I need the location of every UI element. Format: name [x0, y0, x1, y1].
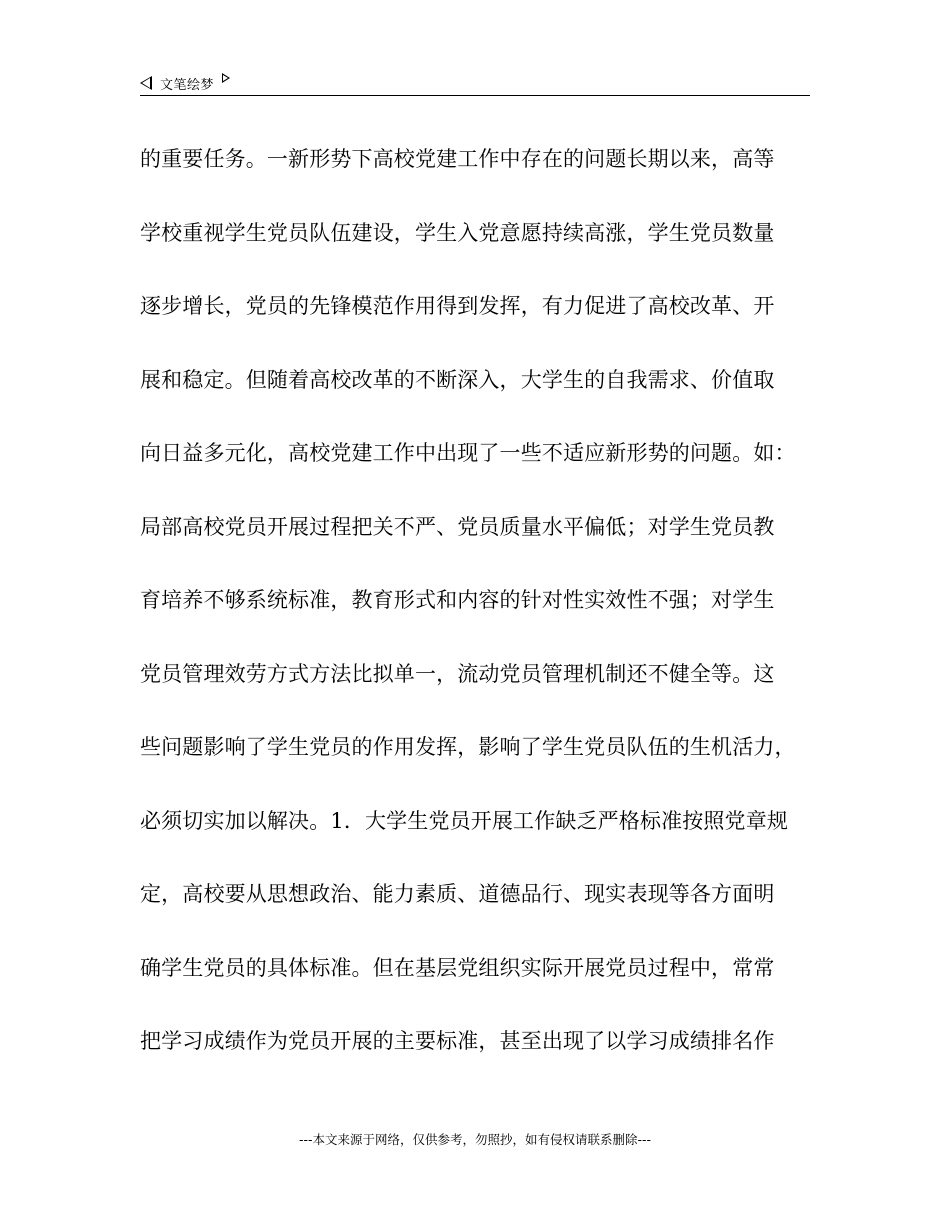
text-line: 把学习成绩作为党员开展的主要标准，甚至出现了以学习成绩排名作 — [140, 1029, 775, 1053]
page-header — [140, 70, 810, 96]
text-line: 逐步增长，党员的先锋模范作用得到发挥，有力促进了高校改革、开 — [140, 294, 775, 318]
triangle-right-icon — [222, 73, 230, 83]
text-line: 展和稳定。但随着高校改革的不断深入，大学生的自我需求、价值取 — [140, 367, 775, 392]
text-line: 些问题影响了学生党员的作用发挥，影响了学生党员队伍的生机活力， — [140, 735, 796, 759]
text-line: 定，高校要从思想政治、能力素质、道德品行、现实表现等各方面明 — [140, 882, 775, 906]
text-line: 向日益多元化，高校党建工作中出现了一些不适应新形势的问题。如： — [140, 441, 796, 465]
text-line: 必须切实加以解决。1．大学生党员开展工作缺乏严格标准按照党章规 — [140, 808, 789, 833]
text-line: 的重要任务。一新形势下高校党建工作中存在的问题长期以来，高等 — [140, 147, 775, 171]
text-line: 学校重视学生党员队伍建设，学生入党意愿持续高涨，学生党员数量 — [140, 220, 775, 245]
text-line: 育培养不够系统标准，教育形式和内容的针对性实效性不强；对学生 — [140, 588, 775, 612]
triangle-left-icon — [140, 76, 152, 90]
text-line: 党员管理效劳方式方法比拟单一，流动党员管理机制还不健全等。这 — [140, 661, 775, 686]
text-line: 局部高校党员开展过程把关不严、党员质量水平偏低；对学生党员教 — [140, 514, 775, 539]
header-brand: 文笔绘梦 — [160, 77, 215, 93]
footer-notice: ---本文来源于网络，仅供参考，勿照抄，如有侵权请联系删除--- — [298, 1132, 652, 1147]
text-line: 确学生党员的具体标准。但在基层党组织实际开展党员过程中，常常 — [140, 955, 775, 980]
header-rule — [140, 95, 810, 96]
header-brand-group — [140, 70, 230, 96]
body-text — [140, 137, 820, 1093]
